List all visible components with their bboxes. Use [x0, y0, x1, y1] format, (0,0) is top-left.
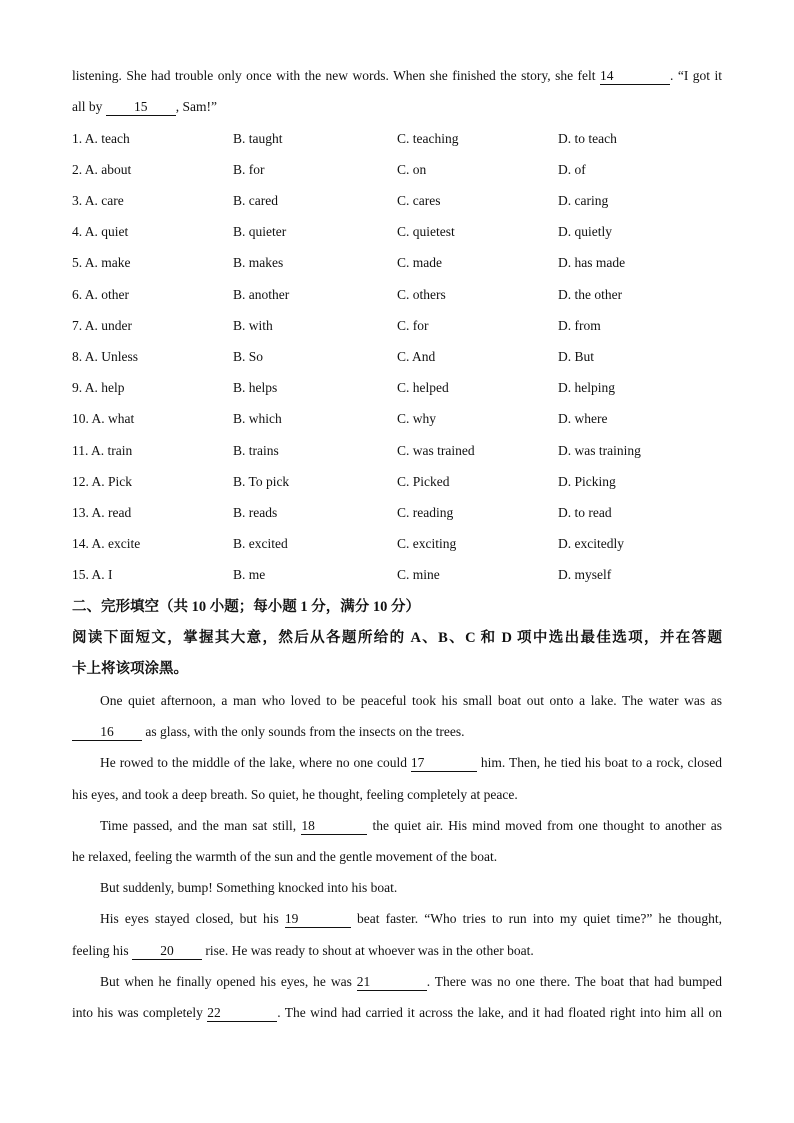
option-b: B. for [233, 162, 265, 177]
option-c: C. Picked [397, 474, 450, 489]
intro-text: . “I got it [670, 68, 722, 83]
option-b: B. taught [233, 131, 283, 146]
answer-blank: 15 [106, 99, 176, 116]
option-c: C. quietest [397, 224, 455, 239]
option-b: B. which [233, 411, 282, 426]
option-row [72, 534, 722, 554]
option-c: C. on [397, 162, 427, 177]
intro-text: , Sam!” [175, 99, 217, 114]
option-b: B. me [233, 567, 266, 582]
passage-line [100, 972, 722, 992]
option-d: D. has made [558, 255, 626, 270]
option-b: B. another [233, 287, 290, 302]
option-b: B. cared [233, 193, 278, 208]
option-row [72, 285, 722, 305]
passage-line [72, 722, 722, 742]
option-d: D. the other [558, 287, 623, 302]
option-a: 13. A. read [72, 505, 132, 520]
intro-text: listening. She had trouble only once with the new words. When she finished the story, she felt [72, 68, 596, 83]
passage-text: the quiet air. His mind moved from one thought to another as [367, 818, 722, 833]
option-a: 5. A. make [72, 255, 131, 270]
option-d: D. to teach [558, 131, 617, 146]
answer-blank: 21 [357, 974, 427, 991]
option-d: D. of [558, 162, 586, 177]
option-row [72, 472, 722, 492]
option-d: D. myself [558, 567, 612, 582]
option-c: C. cares [397, 193, 441, 208]
option-b: B. trains [233, 443, 279, 458]
option-c: C. And [397, 349, 436, 364]
option-d: D. was training [558, 443, 641, 458]
intro-text: all by [72, 99, 103, 114]
option-row [72, 191, 722, 211]
passage-text: feeling his [72, 943, 132, 958]
option-d: D. excitedly [558, 536, 624, 551]
option-d: D. quietly [558, 224, 612, 239]
option-b: B. makes [233, 255, 284, 270]
option-a: 12. A. Pick [72, 474, 133, 489]
option-c: C. made [397, 255, 442, 270]
option-row [72, 129, 722, 149]
option-b: B. quieter [233, 224, 287, 239]
option-c: C. why [397, 411, 437, 426]
option-b: B. with [233, 318, 273, 333]
passage-text: He rowed to the middle of the lake, where no one could [100, 755, 411, 770]
passage-line [100, 909, 722, 929]
option-row [72, 316, 722, 336]
passage-text: beat faster. “Who tries to run into my quiet time?” he thought, [350, 911, 722, 926]
passage-line [100, 816, 722, 836]
section-instruction: 卡上将该项涂黑。 [72, 661, 188, 677]
option-a: 1. A. teach [72, 131, 130, 146]
passage-text: . The wind had carried it across the lake, and it had floated right into him all on [277, 1005, 722, 1020]
intro-line-1 [72, 66, 722, 86]
option-d: D. where [558, 411, 608, 426]
answer-blank: 20 [132, 943, 202, 960]
passage-text: . There was no one there. The boat that had bumped [426, 974, 722, 989]
option-d: D. from [558, 318, 601, 333]
option-row [72, 347, 722, 367]
option-c: C. mine [397, 567, 440, 582]
passage-line [72, 941, 722, 961]
passage-text: But when he finally opened his eyes, he was [100, 974, 357, 989]
passage-line: his eyes, and took a deep breath. So quiet, he thought, feeling completely at peace. [72, 787, 518, 802]
option-d: D. caring [558, 193, 609, 208]
answer-blank: 18 [301, 818, 367, 835]
option-a: 2. A. about [72, 162, 132, 177]
passage-text: rise. He was ready to shout at whoever was in the other boat. [202, 943, 534, 958]
option-d: D. helping [558, 380, 615, 395]
answer-blank: 22 [207, 1005, 277, 1022]
option-b: B. excited [233, 536, 288, 551]
option-a: 8. A. Unless [72, 349, 139, 364]
option-row [72, 253, 722, 273]
option-row [72, 378, 722, 398]
passage-line: One quiet afternoon, a man who loved to be peaceful took his small boat out onto a lake. The water was as [100, 693, 722, 708]
option-d: D. Picking [558, 474, 616, 489]
option-b: B. reads [233, 505, 278, 520]
option-a: 10. A. what [72, 411, 135, 426]
answer-blank: 16 [72, 724, 142, 741]
option-c: C. exciting [397, 536, 457, 551]
section-title: 二、完形填空（共 10 小题；每小题 1 分，满分 10 分） [72, 599, 420, 615]
option-row [72, 565, 722, 585]
option-c: C. others [397, 287, 446, 302]
option-a: 15. A. I [72, 567, 113, 582]
option-row [72, 441, 722, 461]
option-a: 11. A. train [72, 443, 133, 458]
option-row [72, 503, 722, 523]
intro-line-2 [72, 97, 722, 117]
option-b: B. helps [233, 380, 278, 395]
passage-text: as glass, with the only sounds from the insects on the trees. [142, 724, 465, 739]
option-row [72, 409, 722, 429]
option-d: D. But [558, 349, 595, 364]
passage-text: him. Then, he tied his boat to a rock, closed [476, 755, 722, 770]
passage-text: into his was completely [72, 1005, 208, 1020]
option-b: B. So [233, 349, 264, 364]
passage-line [100, 753, 722, 773]
option-a: 14. A. excite [72, 536, 141, 551]
passage-line: But suddenly, bump! Something knocked into his boat. [100, 880, 398, 895]
passage-text: His eyes stayed closed, but his [100, 911, 285, 926]
section-instruction: 阅读下面短文，掌握其大意，然后从各题所给的 A、B、C 和 D 项中选出最佳选项，并在答题 [72, 630, 722, 646]
option-row [72, 222, 722, 242]
option-c: C. for [397, 318, 429, 333]
option-row [72, 160, 722, 180]
option-a: 3. A. care [72, 193, 124, 208]
option-c: C. helped [397, 380, 449, 395]
option-b: B. To pick [233, 474, 290, 489]
passage-line: he relaxed, feeling the warmth of the sun and the gentle movement of the boat. [72, 849, 498, 864]
option-c: C. reading [397, 505, 454, 520]
answer-blank: 14 [600, 68, 670, 85]
passage-line [72, 1003, 722, 1023]
option-a: 6. A. other [72, 287, 129, 302]
option-a: 9. A. help [72, 380, 125, 395]
option-d: D. to read [558, 505, 612, 520]
answer-blank: 17 [411, 755, 477, 772]
option-c: C. was trained [397, 443, 475, 458]
answer-blank: 19 [285, 911, 351, 928]
option-c: C. teaching [397, 131, 459, 146]
option-a: 7. A. under [72, 318, 132, 333]
option-a: 4. A. quiet [72, 224, 129, 239]
passage-text: Time passed, and the man sat still, [100, 818, 302, 833]
